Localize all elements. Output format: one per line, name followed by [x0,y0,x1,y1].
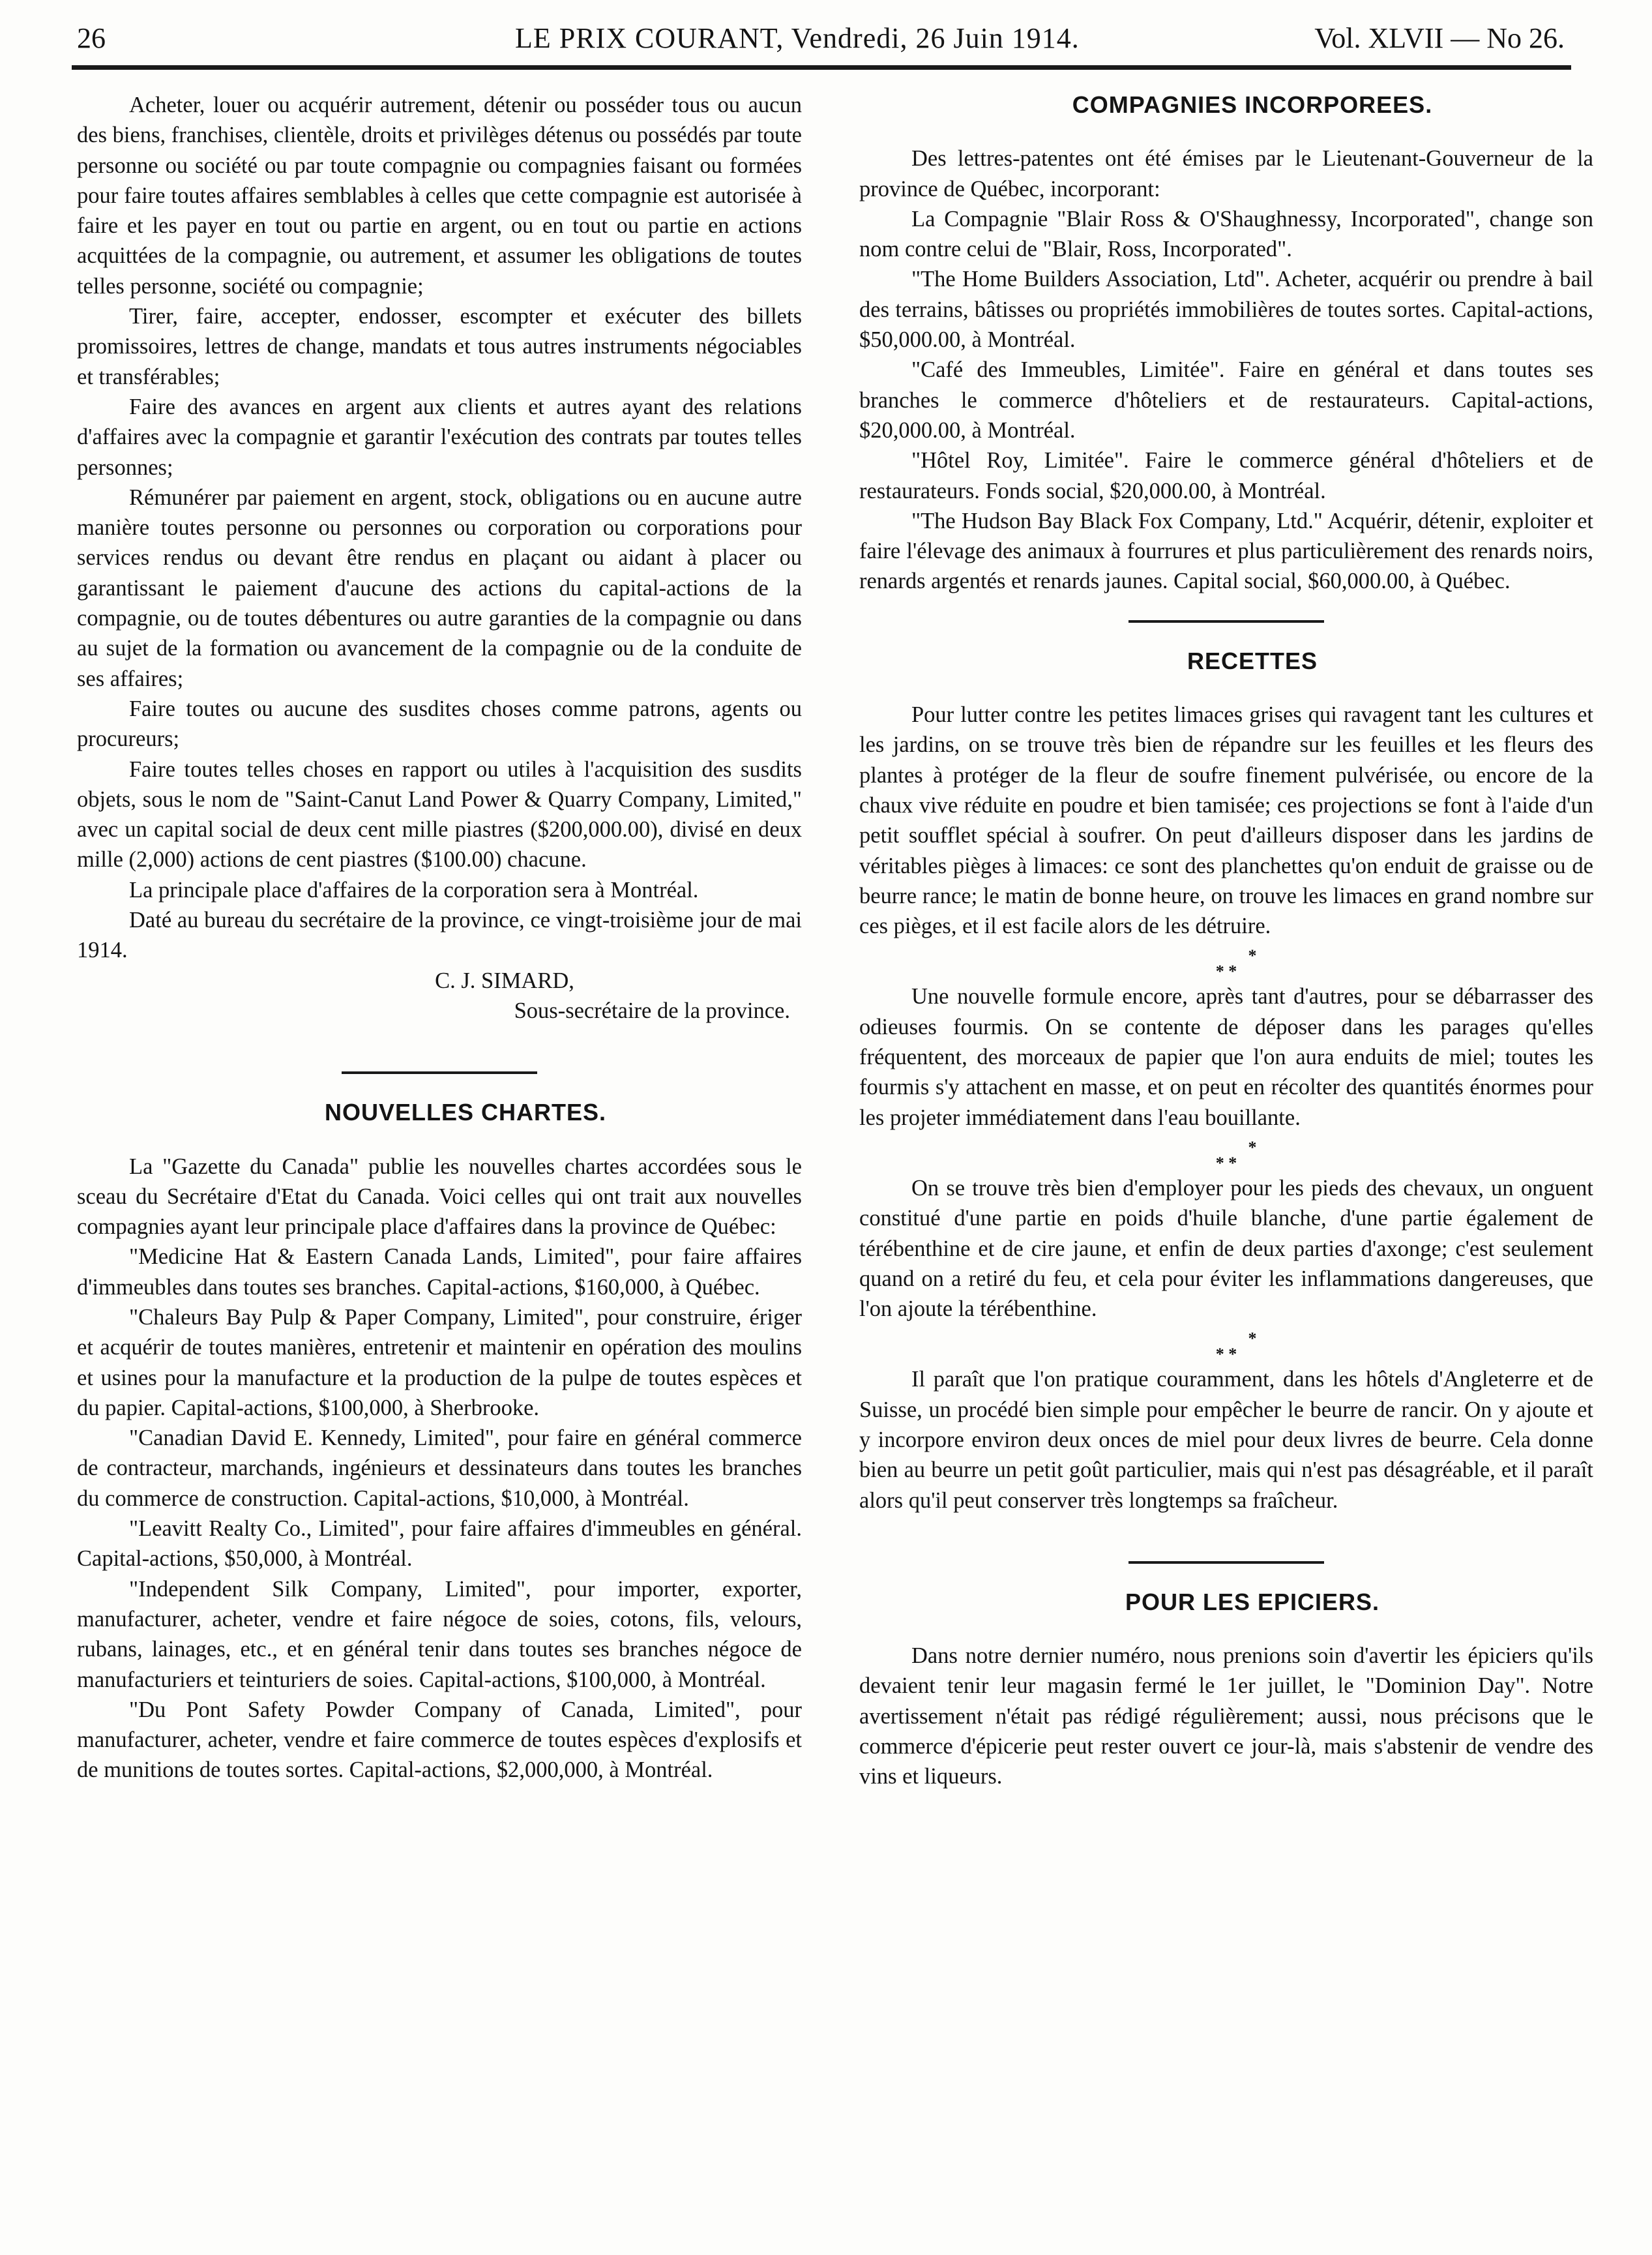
company-entry: "Hôtel Roy, Limitée". Faire le commerce général d'hôteliers et de restaurateurs. Fonds social, $20,000.00, à Montréal. [859,448,1593,503]
signature-title: Sous-secrétaire de la province. [514,998,790,1023]
section-heading-recettes: RECETTES [1187,647,1318,674]
charter-entry: "Independent Silk Company, Limited", pour importer, exporter, manufacturer, acheter, vendre et faire négoce de soies, cotons, fils, velours, rubans, lainages, etc., et en général tenir dans toutes ses branches négoce de manufacturiers et teinturiers de soies. Capital-actions, $100,000, à Montréal. [77,1576,802,1692]
signature-name: C. J. SIMARD, [435,968,574,993]
section-heading-pour-les-epiciers: POUR LES EPICIERS. [1125,1588,1380,1615]
charter-entry: "Chaleurs Bay Pulp & Paper Company, Limited", pour construire, ériger et acquérir de toutes manières, entretenir et maintenir en opération des moulins et usines pour la manufacture et la production de la pulpe de toutes espèces et du papier. Capital-actions, $100,000, à Sherbrooke. [77,1304,802,1420]
asterism-ornament: * * * [1215,946,1257,981]
page-header [72,18,1571,59]
page-number: 26 [77,22,106,54]
charter-entry: "Leavitt Realty Co., Limited", pour faire affaires d'immeubles en général. Capital-actions, $50,000, à Montréal. [77,1516,802,1572]
charter-clause: La principale place d'affaires de la corporation sera à Montréal. [129,877,699,903]
asterism-ornament: * * * [1215,1329,1257,1364]
recipe-paragraph: Pour lutter contre les petites limaces grises qui ravagent tant les cultures et les jardins, on se trouve très bien de répandre sur les feuilles et les fleurs des plantes à protéger de la fleur de soufre finement pulvérisée, ou encore de la chaux vive réduite en poudre et bien tamisée; ces projections se font à l'aide d'un petit soufflet spécial à soufrer. On peut d'ailleurs disposer dans les jardins de véritables pièges à limaces: ce sont des planchettes qu'on enduit de graisse ou de beurre rance; le matin de bonne heure, on trouve les limaces en grand nombre sur ces pièges, et il est facile alors de les détruire. [859,702,1593,939]
publication-title: LE PRIX COURANT, Vendredi, 26 Juin 1914. [515,22,1080,54]
recipe-paragraph: Il paraît que l'on pratique couramment, dans les hôtels d'Angleterre et de Suisse, un procédé bien simple pour empêcher le beurre de rancir. On y ajoute et y incorpore environ deux onces de miel pour deux livres de beurre. Cela donne bien au beurre un petit goût particulier, mais qui n'est pas désagréable, et il paraît alors qu'il peut conserver très longtemps sa fraîcheur. [859,1367,1593,1513]
charter-clause: Acheter, louer ou acquérir autrement, détenir ou posséder tous ou aucun des biens, franchises, clientèle, droits et privilèges détenus ou possédés par toute personne ou société ou par toute compagnie ou compagnies faisant ou formées pour faire toutes affaires semblables à celles que cette compagnie est autorisée à faire et les payer en tout ou partie en argent, ou en tout ou partie en actions acquittées de la compagnie, ou autrement, et assumer les obligations de toutes telles personne, société ou compagnie; [77,93,802,299]
recipe-paragraph: On se trouve très bien d'employer pour les pieds des chevaux, un onguent constitué d'une partie en poids d'huile blanche, d'une partie également de térébenthine et de cire jaune, et enfin de deux parties d'axonge; c'est seulement quand on a retiré du feu, et cela pour éviter les inflammations dangereuses, que l'on ajoute la térébenthine. [859,1175,1593,1322]
charter-date: Daté au bureau du secrétaire de la province, ce vingt-troisième jour de mai 1914. [77,908,802,963]
section-intro: La "Gazette du Canada" publie les nouvelles chartes accordées sous le sceau du Secrétaire d'Etat du Canada. Voici celles qui ont trait aux nouvelles compagnies ayant leur principale place d'affaires dans la province de Québec: [77,1154,802,1240]
recipe-paragraph: Une nouvelle formule encore, après tant d'autres, pour se débarrasser des odieuses fourmis. On se contente de déposer dans les parages qu'elles fréquentent, des morceaux de papier que l'on aura enduits de miel; toutes les fourmis s'y attachent en masse, et on peut en récolter des quantités énormes pour les projeter immédiatement dans l'eau bouillante. [859,984,1593,1130]
charter-entry: "Medicine Hat & Eastern Canada Lands, Limited", pour faire affaires d'immeubles dans toutes ses branches. Capital-actions, $160,000, à Québec. [77,1244,802,1300]
company-entry: "Café des Immeubles, Limitée". Faire en général et dans toutes ses branches le commerce d'hôteliers et de restaurateurs. Capital-actions, $20,000.00, à Montréal. [859,357,1593,443]
charter-clause: Faire des avances en argent aux clients et autres ayant des relations d'affaires avec la compagnie et garantir l'exécution des contrats par toutes telles personnes; [77,394,802,480]
company-entry: "The Hudson Bay Black Fox Company, Ltd." Acquérir, détenir, exploiter et faire l'élevage des animaux à fourrures et plus particulièrement des renards noirs, renards argentés et renards jaunes. Capital social, $60,000.00, à Québec. [859,508,1593,594]
charter-clause: Faire toutes ou aucune des susdites choses comme patrons, agents ou procureurs; [77,696,802,752]
charter-clause: Faire toutes telles choses en rapport ou utiles à l'acquisition des susdits objets, sous le nom de "Saint-Canut Land Power & Quarry Company, Limited," avec un capital social de deux cent mille piastres ($200,000.00), divisé en deux mille (2,000) actions de cent piastres ($100.00) chacune. [77,756,802,873]
header-rule [72,65,1571,70]
right-column [859,90,1593,1792]
charter-clause: Tirer, faire, accepter, endosser, escompter et exécuter des billets promissoires, lettres de change, mandats et tous autres instruments négociables et transférables; [77,304,802,389]
volume-number: Vol. XLVII — No 26. [1314,22,1565,54]
left-column [77,90,802,1785]
section-heading-compagnies-incorporees: COMPAGNIES INCORPOREES. [1072,91,1433,118]
company-entry: "The Home Builders Association, Ltd". Acheter, acquérir ou prendre à bail des terrains, bâtisses ou propriétés immobilières de toutes sortes. Capital-actions, $50,000.00, à Montréal. [859,267,1593,353]
charter-entry: "Du Pont Safety Powder Company of Canada, Limited", pour manufacturer, acheter, vendre et faire commerce de toutes espèces d'explosifs et de munitions de toutes sortes. Capital-actions, $2,000,000, à Montréal. [77,1697,802,1783]
charter-clause: Rémunérer par paiement en argent, stock, obligations ou en aucune autre manière toutes personne ou personnes ou corporation ou corporations pour services rendus ou devant être rendus en plaçant ou aidant à placer ou garantissant le paiement d'aucune des actions du capital-actions de la compagnie, ou de toutes débentures ou autre garanties de la compagnie ou dans au sujet de la formation ou avancement de la compagnie ou de la conduite de ses affaires; [77,485,802,691]
asterism-ornament: * * * [1215,1137,1257,1172]
company-entry: La Compagnie "Blair Ross & O'Shaughnessy, Incorporated", change son nom contre celui de "Blair, Ross, Incorporated". [859,206,1593,262]
grocer-notice: Dans notre dernier numéro, nous prenions soin d'avertir les épiciers qu'ils devaient tenir leur magasin fermé le 1er juillet, le "Dominion Day". Notre avertissement n'était pas rédigé régulièrement; aussi, nous précisons que le commerce d'épicerie peut rester ouvert ce jour-là, mais s'abstenir de vendre des vins et liqueurs. [859,1643,1593,1789]
charter-entry: "Canadian David E. Kennedy, Limited", pour faire en général commerce de contracteur, marchands, ingénieurs et dessinateurs dans toutes les branches du commerce de construction. Capital-actions, $10,000, à Montréal. [77,1426,802,1511]
section-heading-nouvelles-chartes: NOUVELLES CHARTES. [324,1099,607,1126]
section-intro: Des lettres-patentes ont été émises par le Lieutenant-Gouverneur de la province de Québec, incorporant: [859,146,1593,202]
